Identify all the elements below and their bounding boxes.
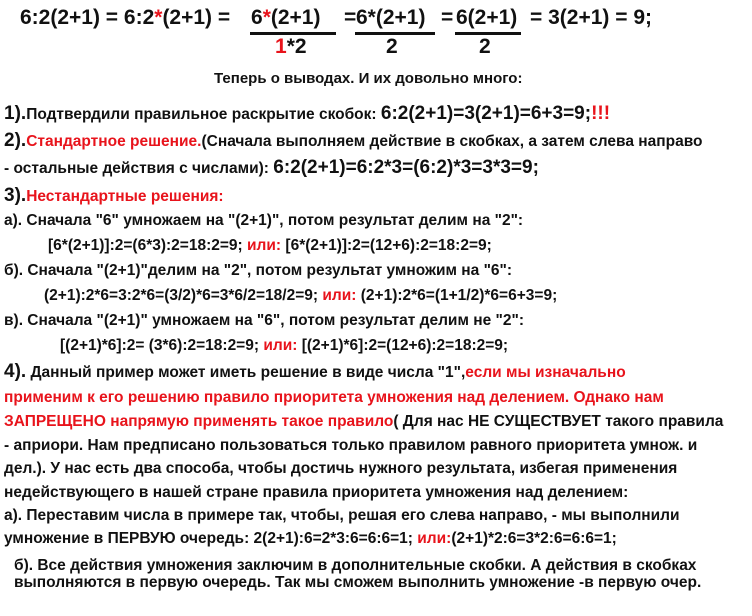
section-4-line-4: - априори. Нам предписано пользоваться только правилом равного приоритета умнож. и: [4, 437, 698, 454]
section-3a-text: а). Сначала "6" умножаем на "(2+1)", потом результат делим на "2":: [4, 212, 524, 229]
fraction-3-denominator: 2: [479, 35, 491, 58]
section-2-red-title: Стандартное решение.: [26, 133, 202, 150]
section-4-line-2: применим к его решению правило приоритета умножения над делением. Однако нам: [4, 389, 664, 406]
or-label: или:: [322, 287, 357, 304]
section-3-red-title: Нестандартные решения:: [26, 188, 224, 205]
eq-part-2: (2+1) =: [162, 6, 231, 29]
fraction-3-numerator: 6(2+1): [456, 6, 518, 29]
section-3-number: 3).: [4, 185, 27, 206]
section-1-number: 1).: [4, 103, 27, 124]
section-4a-line-2: умножение в ПЕРВУЮ очередь: 2(2+1):6=2*3:6=6:6=1; или:(2+1)*2:6=3*2:6=6:6=1;: [4, 530, 617, 547]
fraction-2-numerator: 6*(2+1): [356, 6, 426, 29]
section-4-line-5: дел.). У нас есть два способа, чтобы достичь нужного результата, избегая применения: [4, 460, 678, 477]
section-3c-formulas: [(2+1)*6]:2= (3*6):2=18:2=9; или: [(2+1)*6]:2=(12+6):2=18:2=9;: [60, 337, 509, 354]
eq-sign-2: =: [441, 6, 454, 29]
section-4a-line-1: а). Переставим числа в примере так, чтобы, решая его слева направо, - мы выполнили: [4, 507, 680, 524]
or-label: или:: [263, 337, 298, 354]
section-3-title: [4, 186, 224, 207]
fraction-1-denominator: 1*2: [275, 35, 307, 58]
section-4b-line-1: б). Все действия умножения заключим в дополнительные скобки. А действия в скобках: [14, 557, 697, 574]
section-2-number: 2).: [4, 130, 27, 151]
section-3b-formulas: (2+1):2*6=3:2*6=(3/2)*6=3*6/2=18/2=9; или: (2+1):2*6=(1+1/2)*6=6+3=9;: [44, 287, 558, 304]
or-label: или:: [417, 530, 452, 547]
fraction-2-denominator: 2: [386, 35, 398, 58]
eq-sign-1: =: [344, 6, 357, 29]
conclusions-heading: Теперь о выводах. И их довольно много:: [214, 70, 523, 87]
section-4-number: 4).: [4, 361, 27, 382]
section-1: [4, 104, 610, 125]
section-4-line-1: 4). Данный пример может иметь решение в виде числа "1",если мы изначально: [4, 361, 626, 382]
section-3a-formulas: [6*(2+1)]:2=(6*3):2=18:2=9; или: [6*(2+1)]:2=(12+6):2=18:2=9;: [48, 237, 492, 254]
section-2-line-2: [4, 158, 539, 179]
section-1-text: Подтвердили правильное раскрытие скобок:: [26, 106, 381, 123]
eq-red-star: *: [154, 6, 163, 29]
eq-tail: = 3(2+1) = 9;: [530, 6, 652, 29]
top-equation: [0, 0, 752, 62]
section-2-line-1: [4, 131, 703, 152]
section-4-line-6: недействующего в нашей стране правила приоритета умножения над делением:: [4, 484, 629, 501]
section-4-line-3: ЗАПРЕЩЕНО напрямую применять такое правило( Для нас НЕ СУЩЕСТВУЕТ такого правила: [4, 413, 724, 430]
section-2-text-a: (Сначала выполняем действие в скобках, а затем слева направо: [201, 133, 703, 150]
section-4b-line-2: выполняются в первую очередь. Так мы сможем выполнить умножение -в первую очер.: [14, 574, 702, 591]
fraction-1-numerator: 6*(2+1): [251, 6, 321, 29]
eq-part-1: 6:2(2+1) = 6:2: [20, 6, 155, 29]
or-label: или:: [247, 237, 282, 254]
section-2-text-b: - остальные действия с числами):: [4, 160, 274, 177]
section-2-formula: 6:2(2+1)=6:2*3=(6:2)*3=3*3=9;: [273, 157, 539, 178]
section-3b-text: б). Сначала "(2+1)"делим на "2", потом результат умножим на "6":: [4, 262, 513, 279]
section-1-exclamation: !!!: [591, 103, 611, 124]
section-3c-text: в). Сначала "(2+1)" умножаем на "6", потом результат делим не "2":: [4, 312, 525, 329]
section-1-formula: 6:2(2+1)=3(2+1)=6+3=9;: [380, 103, 592, 124]
